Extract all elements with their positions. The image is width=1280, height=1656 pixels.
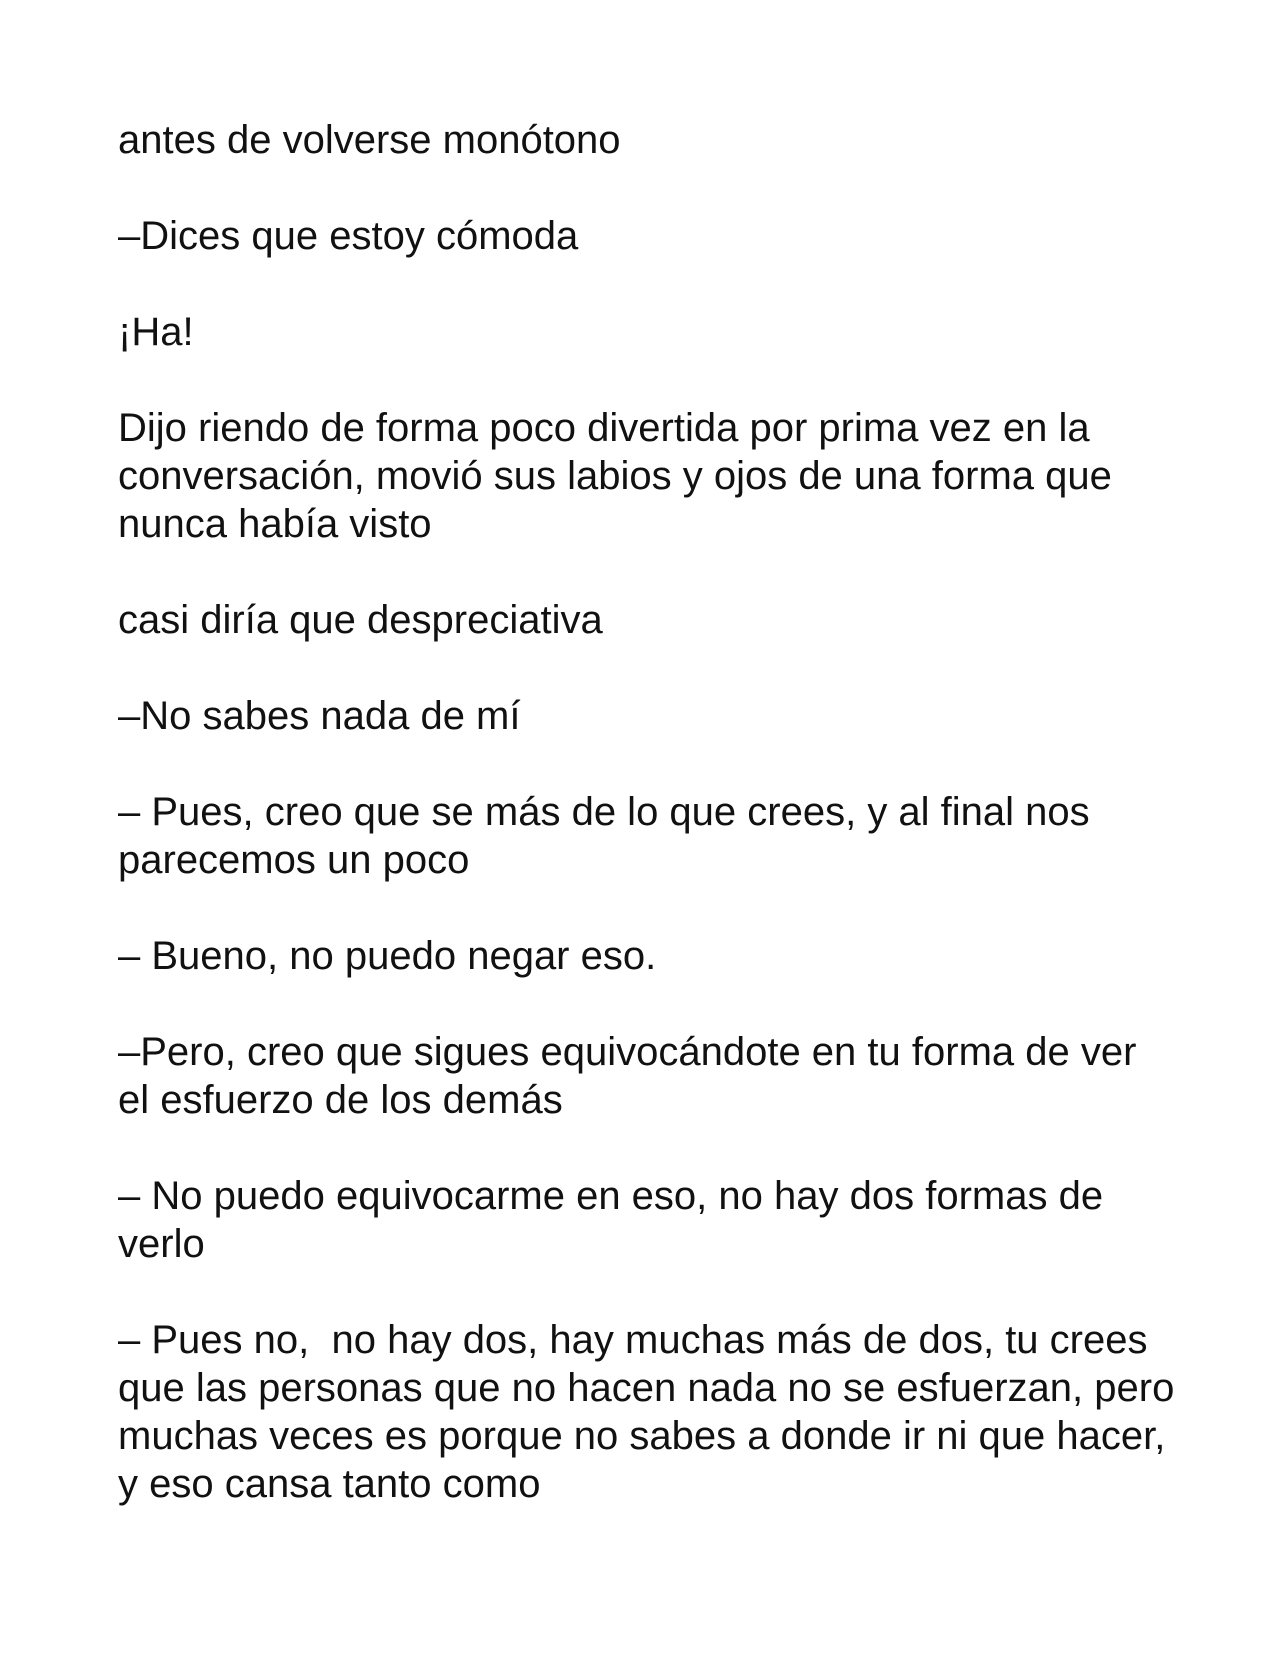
paragraph-6: –No sabes nada de mí	[118, 694, 521, 738]
paragraph-8: – Bueno, no puedo negar eso.	[118, 934, 657, 978]
paragraph-3: ¡Ha!	[118, 310, 194, 354]
paragraph-2: –Dices que estoy cómoda	[118, 214, 579, 258]
paragraph-1: antes de volverse monótono	[118, 118, 621, 162]
paragraph-11: – Pues no, no hay dos, hay muchas más de dos, tu crees que las personas que no hacen nada no se esfuerzan, pero muchas veces es porque no sabes a donde ir ni que hacer, y eso cansa tanto como	[118, 1318, 1186, 1506]
paragraph-9: –Pero, creo que sigues equivocándote en tu forma de ver el esfuerzo de los demás	[118, 1030, 1148, 1122]
paragraph-5: casi diría que despreciativa	[118, 598, 603, 642]
document-body	[118, 116, 1186, 1556]
paragraph-10: – No puedo equivocarme en eso, no hay dos formas de verlo	[118, 1174, 1115, 1266]
paragraph-7: – Pues, creo que se más de lo que crees, y al final nos parecemos un poco	[118, 790, 1101, 882]
paragraph-4: Dijo riendo de forma poco divertida por prima vez en la conversación, movió sus labios y ojos de una forma que nunca había visto	[118, 406, 1123, 546]
